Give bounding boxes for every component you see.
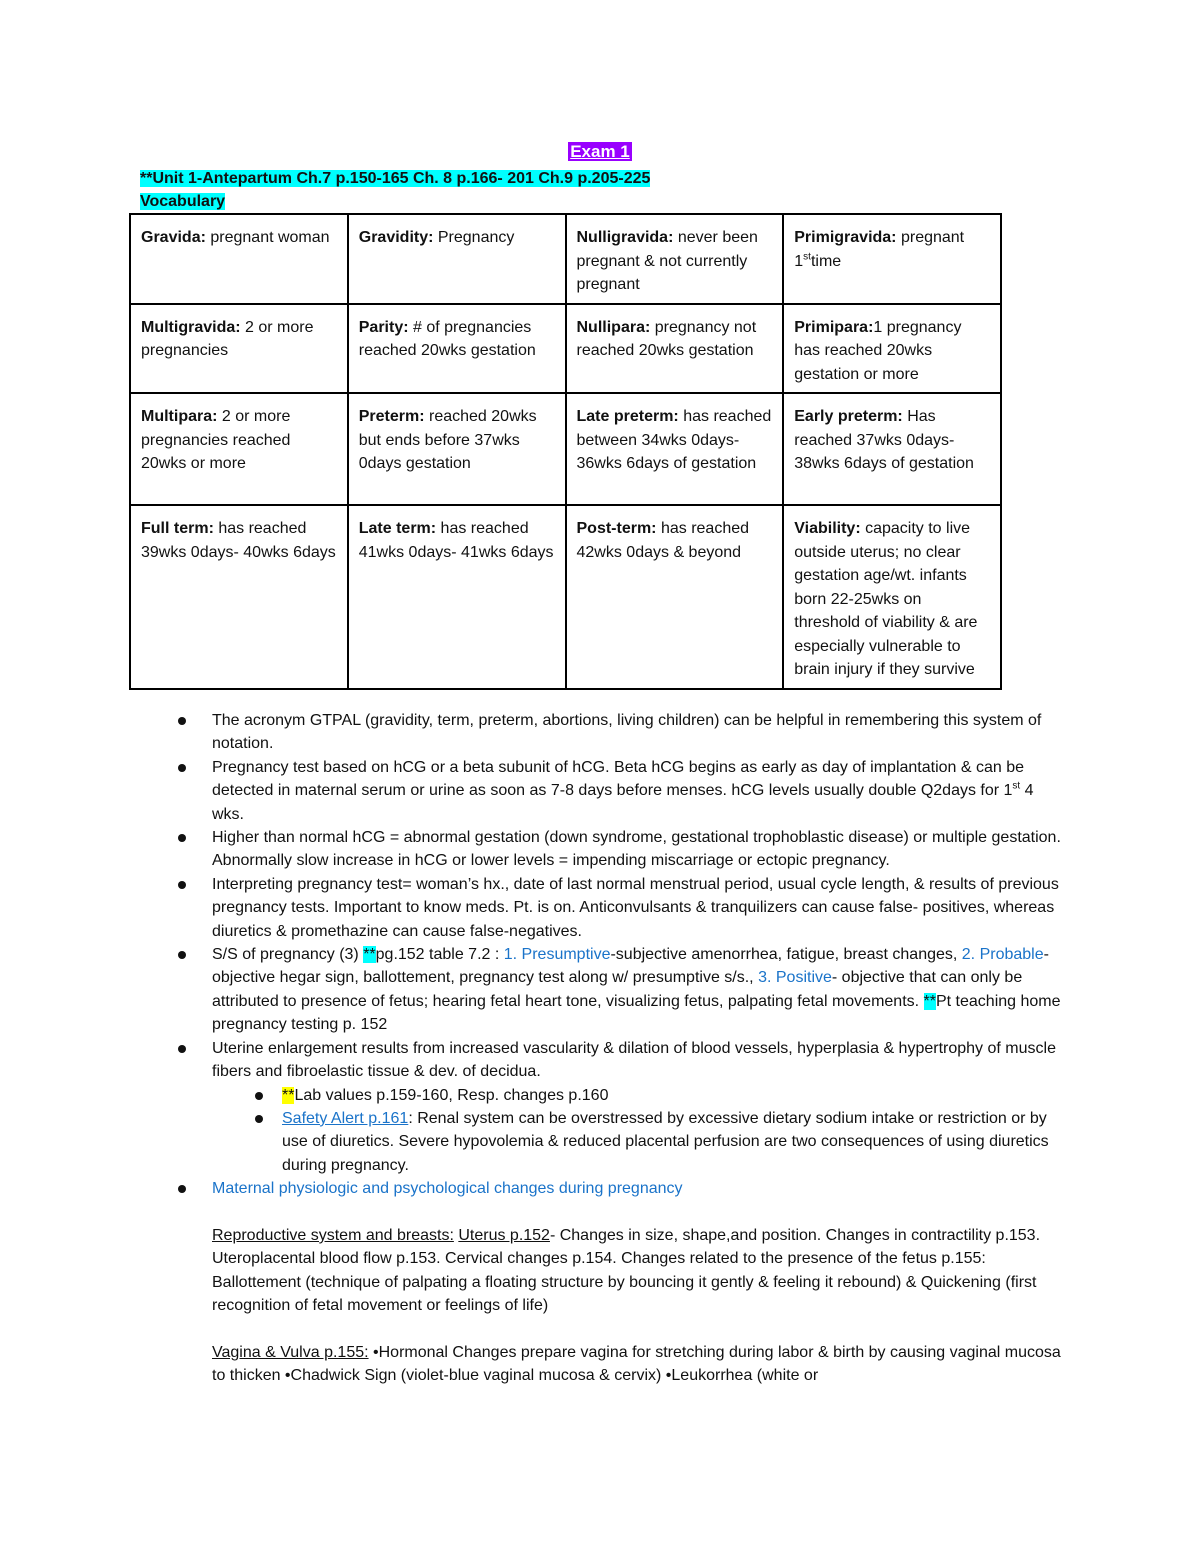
vocab-term: Nulligravida:	[576, 229, 674, 246]
list-item	[170, 756, 1065, 826]
vocab-cell	[130, 505, 348, 689]
vocab-cell	[130, 304, 348, 394]
paragraph-heading: Vagina & Vulva p.155:	[212, 1343, 369, 1361]
list-item	[170, 873, 1065, 943]
vocab-cell	[566, 393, 784, 505]
vocab-term: Late term:	[358, 520, 437, 537]
bullet-text: S/S of pregnancy (3)	[212, 946, 364, 964]
bullet-text: Pt teaching home pregnancy testing p. 152	[212, 992, 1061, 1034]
bullet-text: Uterine enlargement results from increased vascularity & dilation of blood vessels, hyperplasia & hypertrophy of muscle fibers and fibroelastic tissue & dev. of decidua.	[212, 1039, 1056, 1081]
vocab-cell	[130, 393, 348, 505]
vocab-term: Primipara:	[794, 318, 874, 336]
bullet-text: Interpreting pregnancy test= woman’s hx., date of last normal menstrual period, usual cycle length, & results of previous pregnancy tests. Important to know meds. Pt. is on. Anticonvulsants & tranquilizers can cause false- positives, whereas diuretics & promethazine can cause false-negatives.	[212, 875, 1059, 940]
paragraph-text: - Changes in size, shape,and position. Changes in contractility p.153. Uteroplacental blood flow p.153. Cervical changes p.154. Changes related to the presence of the fetus p.155: Ballottement (technique of palpating a floating structure by bouncing it gently & feeling it rebound) & Quickening (first recognition of fetal movement or feelings of life)	[212, 1226, 1041, 1315]
vocab-cell	[566, 505, 784, 689]
uterus-reference: Uterus p.152	[458, 1226, 550, 1244]
vocab-row	[130, 214, 1001, 304]
bullet-text: The acronym GTPAL (gravidity, term, preterm, abortions, living children) can be helpful in remembering this system of notation.	[212, 712, 1042, 753]
probable-label: 2. Probable	[961, 946, 1044, 964]
vocab-cell	[566, 304, 784, 394]
paragraph-heading: Reproductive system and breasts:	[212, 1226, 454, 1244]
vocab-definition: capacity to live outside uterus; no clear gestation age/wt. infants born 22-25wks on threshold of viability & are especially vulnerable to brain injury if they survive	[794, 520, 978, 678]
vocab-row	[130, 505, 1001, 689]
bullet-text: -subjective amenorrhea, fatigue, breast changes,	[610, 946, 962, 964]
maternal-changes-heading: Maternal physiologic and psychological changes during pregnancy	[212, 1180, 683, 1198]
vocab-definition: Pregnancy	[433, 229, 515, 246]
vocab-term: Viability:	[794, 520, 861, 537]
list-item	[170, 1177, 1065, 1388]
vocab-definition: 1 pregnancy has reached 20wks gestation or more	[794, 318, 962, 383]
vocab-definition: 2 or more pregnancies reached 20wks or more	[141, 408, 291, 472]
vocab-cell	[783, 393, 1001, 505]
vocab-cell	[348, 393, 566, 505]
bullet-text: pg.152 table 7.2 :	[375, 946, 504, 964]
vocab-cell	[783, 214, 1001, 304]
vocab-definition: has reached 39wks 0days- 40wks 6days	[141, 520, 336, 561]
unit-heading	[140, 167, 650, 190]
vocabulary-heading	[140, 190, 225, 213]
unit-heading-marker: **	[140, 170, 153, 187]
vocab-term: Gravida:	[141, 229, 206, 246]
sub-list-item	[212, 1107, 1065, 1177]
highlight-marker: **	[923, 992, 936, 1010]
vocab-cell	[783, 505, 1001, 689]
presumptive-label: 1. Presumptive	[503, 946, 611, 964]
bullet-text: Higher than normal hCG = abnormal gestation (down syndrome, gestational trophoblastic disease) or multiple gestation. Abnormally slow increase in hCG or lower levels = impending miscarriage or ectopic pregnancy.	[212, 829, 1061, 870]
vocab-term: Multipara:	[141, 408, 218, 425]
highlight-marker: **	[363, 946, 376, 964]
vocab-row	[130, 304, 1001, 394]
bullet-superscript: st	[1012, 780, 1021, 792]
exam-title: Exam 1	[570, 142, 630, 161]
vocab-cell	[130, 214, 348, 304]
vocab-term: Early preterm:	[794, 408, 903, 425]
vocab-definition: Has reached 37wks 0days- 38wks 6days of gestation	[794, 408, 974, 472]
vocab-definition: 2 or more pregnancies	[141, 318, 314, 359]
list-item	[170, 709, 1065, 756]
vocab-term: Full term:	[141, 520, 214, 537]
bullet-text: Pregnancy test based on hCG or a beta subunit of hCG. Beta hCG begins as early as day of implantation & can be detected in maternal serum or urine as soon as 7-8 days before menses. hCG levels usually double Q2days for 1	[212, 758, 1025, 800]
vocab-definition: reached 20wks but ends before 37wks 0days gestation	[358, 408, 537, 472]
vagina-paragraph	[212, 1341, 1065, 1388]
vocab-row	[130, 393, 1001, 505]
vocab-term: Late preterm:	[576, 408, 679, 425]
list-item	[170, 1037, 1065, 1177]
vocab-definition: never been pregnant & not currently pregnant	[576, 229, 758, 293]
vocab-cell	[348, 505, 566, 689]
vocab-cell	[348, 304, 566, 394]
vocab-definition: has reached 41wks 0days- 41wks 6days	[358, 520, 554, 561]
vocab-definition-tail: time	[810, 252, 842, 270]
vocab-term: Nullipara:	[576, 318, 651, 336]
notes-list	[170, 709, 1065, 1388]
sub-list-item	[212, 1084, 1065, 1107]
list-item	[170, 943, 1065, 1037]
vocab-term: Preterm:	[358, 408, 425, 425]
bullet-text: - objective hegar sign, ballottement, pregnancy test along w/ presumptive s/s.,	[212, 946, 1049, 987]
vocab-definition: has reached between 34wks 0days-36wks 6days of gestation	[576, 408, 772, 472]
bullet-text: - objective that can only be attributed to presence of fetus; hearing fetal heart tone, visualizing fetus, palpating fetal movements.	[212, 969, 1023, 1010]
vocab-term: Gravidity:	[358, 229, 434, 246]
bullet-text-tail: 4 wks.	[212, 782, 1034, 823]
highlight-marker: **	[282, 1086, 295, 1104]
vocab-definition: pregnancy not reached 20wks gestation	[576, 318, 757, 359]
unit-heading-label: Unit 1-Antepartum Ch.7 p.150-165 Ch. 8 p.166- 201 Ch.9 p.205-225	[152, 170, 651, 187]
positive-label: 3. Positive	[758, 969, 832, 987]
unit-heading-text	[140, 170, 650, 187]
bullet-text: : Renal system can be overstressed by excessive dietary sodium intake or restriction or by use of diuretics. Severe hypovolemia & reduced placental perfusion are two consequences of using diuretics during pregnancy.	[282, 1109, 1049, 1174]
vocab-cell	[566, 214, 784, 304]
sub-list	[212, 1084, 1065, 1178]
reproductive-paragraph	[212, 1224, 1065, 1318]
vocab-term: Post-term:	[576, 520, 657, 537]
bullet-text: Lab values p.159-160, Resp. changes p.160	[294, 1086, 609, 1104]
list-item	[170, 826, 1065, 873]
vocab-cell	[348, 214, 566, 304]
paragraph-text: •Hormonal Changes prepare vagina for stretching during labor & birth by causing vaginal mucosa to thicken •Chadwick Sign (violet-blue vaginal mucosa & cervix) •Leukorrhea (white or	[212, 1343, 1061, 1385]
vocab-superscript: st	[803, 251, 811, 263]
page-title	[0, 141, 1200, 163]
vocab-definition: pregnant 1	[794, 229, 965, 270]
vocabulary-heading-text: Vocabulary	[140, 193, 226, 210]
safety-alert-link[interactable]: Safety Alert p.161	[282, 1109, 409, 1127]
vocab-term: Primigravida:	[794, 229, 897, 246]
vocab-definition: # of pregnancies reached 20wks gestation	[358, 318, 536, 359]
vocab-definition: has reached 42wks 0days & beyond	[576, 520, 750, 561]
vocab-term: Multigravida:	[141, 318, 241, 336]
vocab-cell	[783, 304, 1001, 394]
vocab-term: Parity:	[358, 318, 409, 336]
vocabulary-table	[129, 213, 1002, 690]
vocab-definition: pregnant woman	[205, 229, 330, 246]
